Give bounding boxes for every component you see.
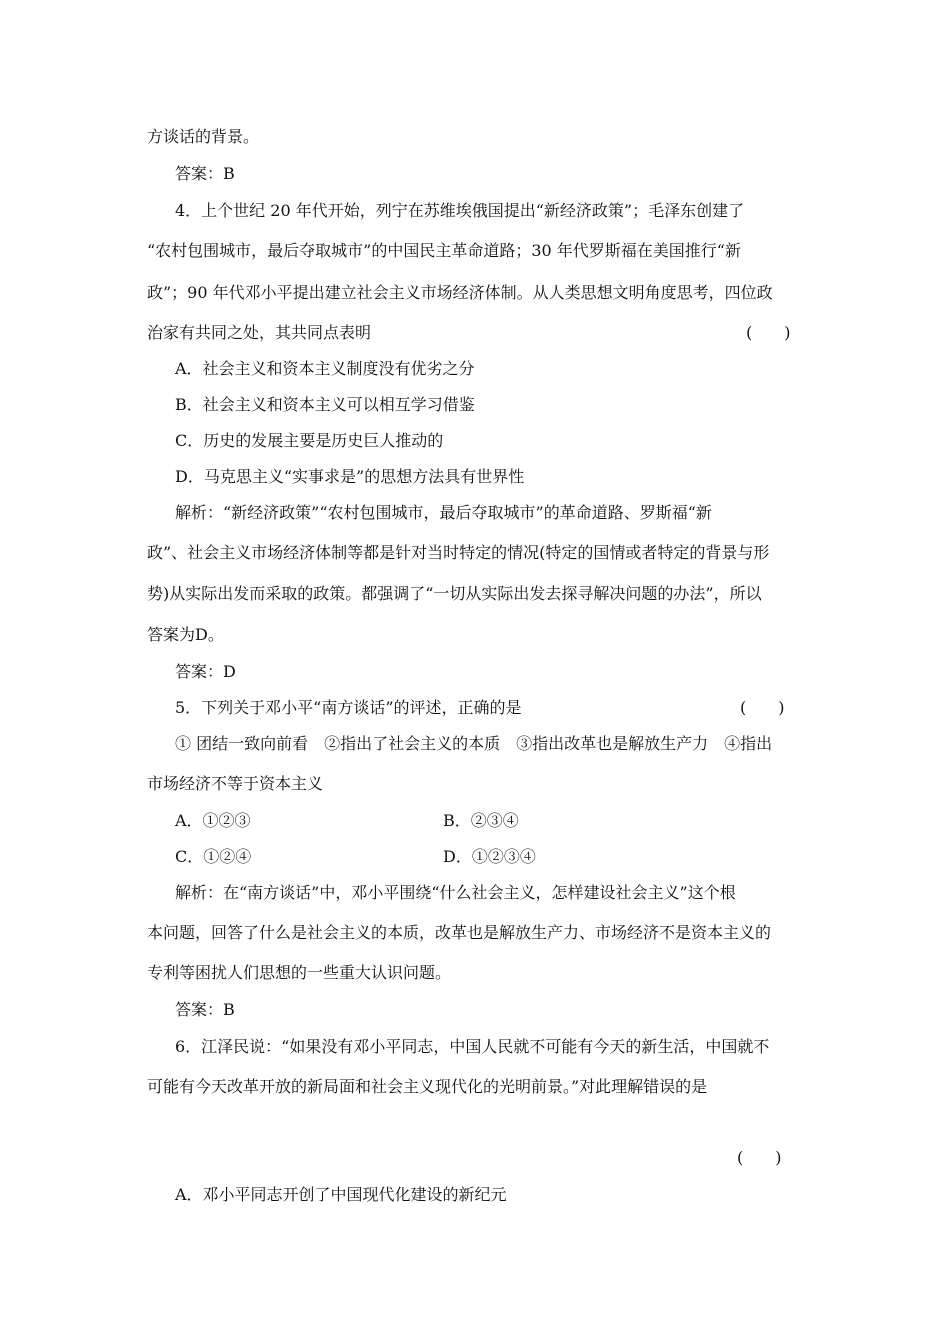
text-line: “农村包围城市，最后夺取城市”的中国民主革命道路；30 年代罗斯福在美国推行“新 xyxy=(147,241,741,260)
text-line: 答案为D。 xyxy=(147,625,224,644)
answer-blank: ( ) xyxy=(746,323,791,342)
text-line: 方谈话的背景。 xyxy=(147,127,260,146)
text-line: 专利等困扰人们思想的一些重大认识问题。 xyxy=(147,963,452,982)
option-d: D．①②③④ xyxy=(443,847,536,866)
text-line: 治家有共同之处，其共同点表明 xyxy=(147,323,372,342)
option-a: A．①②③ xyxy=(175,811,251,830)
statement-line: ① 团结一致向前看 ②指出了社会主义的本质 ③指出改革也是解放生产力 ④指出 xyxy=(175,734,773,753)
option-d: D．马克思主义“实事求是”的思想方法具有世界性 xyxy=(175,467,525,486)
answer-line: 答案：B xyxy=(175,1000,235,1019)
option-c: C．①②④ xyxy=(175,847,252,866)
question-5-stem: 5．下列关于邓小平“南方谈话”的评述，正确的是 xyxy=(175,698,522,717)
text-line: 本问题，回答了什么是社会主义的本质，改革也是解放生产力、市场经济不是资本主义的 xyxy=(147,923,772,942)
option-c: C．历史的发展主要是历史巨人推动的 xyxy=(175,431,444,450)
option-b: B．②③④ xyxy=(443,811,519,830)
question-6-stem: 6．江泽民说：“如果没有邓小平同志，中国人民就不可能有今天的新生活，中国就不 xyxy=(175,1037,770,1056)
answer-line: 答案：B xyxy=(175,164,235,183)
answer-line: 答案：D xyxy=(175,662,236,681)
analysis-line: 解析：“新经济政策”“农村包围城市，最后夺取城市”的革命道路、罗斯福“新 xyxy=(175,503,712,522)
option-a: A．社会主义和资本主义制度没有优劣之分 xyxy=(175,359,475,378)
option-a: A．邓小平同志开创了中国现代化建设的新纪元 xyxy=(175,1185,507,1204)
answer-blank: ( ) xyxy=(737,1148,782,1167)
option-b: B．社会主义和资本主义可以相互学习借鉴 xyxy=(175,395,475,414)
text-line: 势)从实际出发而采取的政策。都强调了“一切从实际出发去探寻解决问题的办法”，所以 xyxy=(147,584,762,603)
question-4-stem: 4．上个世纪 20 年代开始，列宁在苏维埃俄国提出“新经济政策”；毛泽东创建了 xyxy=(175,201,745,220)
analysis-line: 解析：在“南方谈话”中，邓小平围绕“什么社会主义，怎样建设社会主义”这个根 xyxy=(175,883,736,902)
text-line: 市场经济不等于资本主义 xyxy=(147,774,324,793)
text-line: 政”；90 年代邓小平提出建立社会主义市场经济体制。从人类思想文明角度思考，四位政 xyxy=(147,283,773,302)
answer-blank: ( ) xyxy=(740,698,785,717)
text-line: 政”、社会主义市场经济体制等都是针对当时特定的情况(特定的国情或者特定的背景与形 xyxy=(147,543,770,562)
text-line: 可能有今天改革开放的新局面和社会主义现代化的光明前景。”对此理解错误的是 xyxy=(147,1077,708,1096)
